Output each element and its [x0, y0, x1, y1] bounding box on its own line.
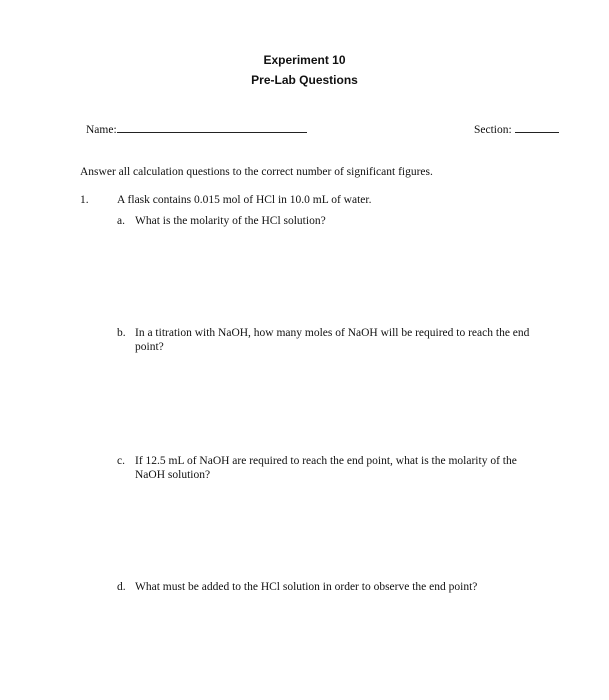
name-field[interactable]	[86, 122, 307, 136]
question-number: 1.	[80, 194, 89, 206]
part-text: If 12.5 mL of NaOH are required to reach the end point, what is the molarity of the NaOH solution?	[135, 455, 517, 481]
name-label: Name:	[86, 124, 117, 136]
instructions: Answer all calculation questions to the correct number of significant figures.	[80, 166, 433, 178]
section-label: Section:	[474, 124, 512, 136]
part-letter: d.	[117, 581, 126, 593]
section-blank-line[interactable]	[515, 122, 559, 133]
part-letter: b.	[117, 327, 126, 339]
part-letter: c.	[117, 455, 125, 467]
part-text: In a titration with NaOH, how many moles of NaOH will be required to reach the end point?	[135, 327, 530, 353]
page-subtitle: Pre-Lab Questions	[251, 73, 358, 87]
name-blank-line[interactable]	[117, 122, 307, 133]
question-stem: A flask contains 0.015 mol of HCl in 10.0 mL of water.	[117, 194, 372, 206]
page-title: Experiment 10	[263, 53, 346, 67]
part-text: What must be added to the HCl solution in order to observe the end point?	[135, 581, 478, 593]
part-letter: a.	[117, 215, 125, 227]
section-field[interactable]	[474, 122, 559, 136]
part-text: What is the molarity of the HCl solution?	[135, 215, 326, 227]
